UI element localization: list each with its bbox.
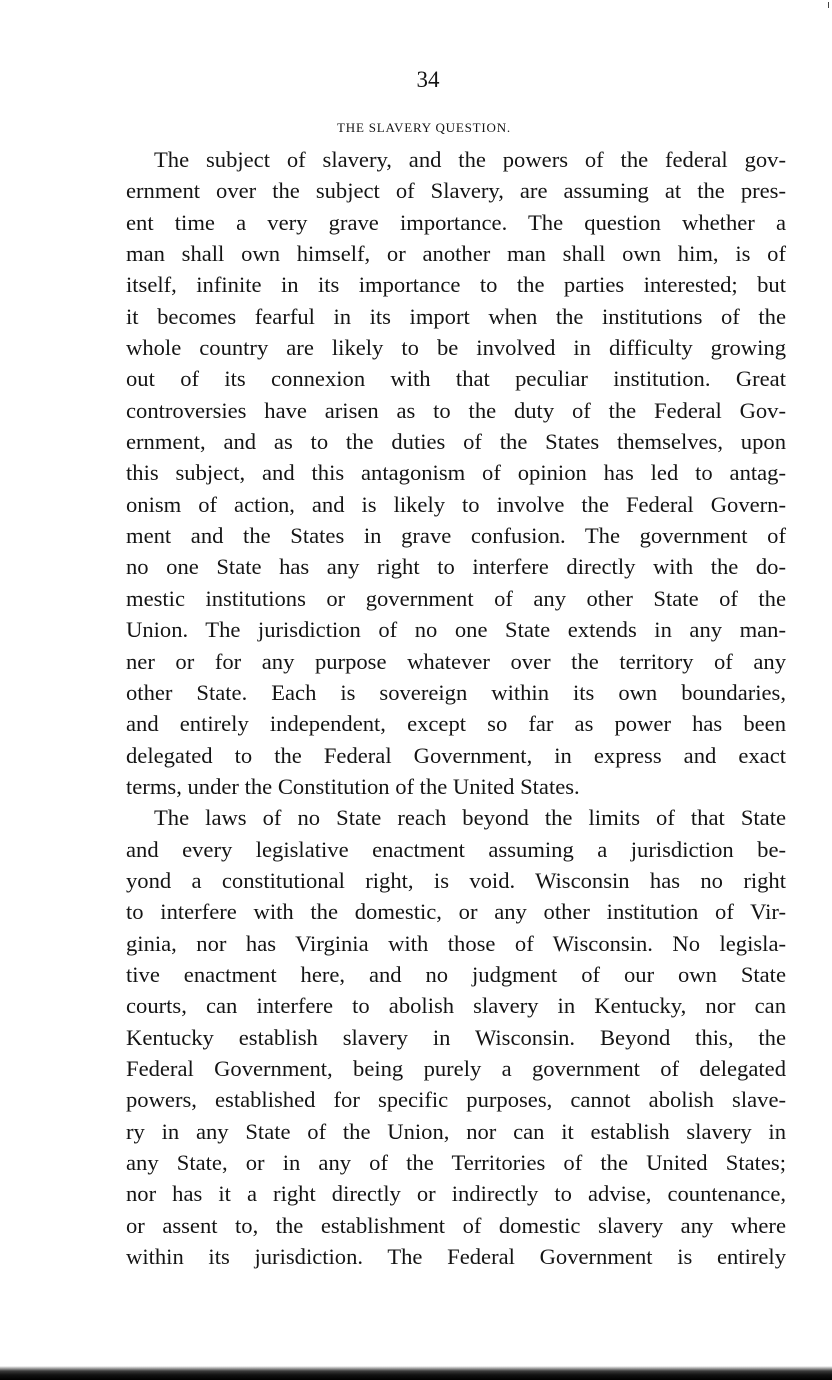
text-line: Union. The jurisdiction of no one State extends in any man- [126, 617, 786, 643]
text-line: out of its connexion with that peculiar institution. Great [126, 366, 786, 392]
text-line: it becomes fearful in its import when the institutions of the [126, 303, 786, 329]
body-text [126, 144, 786, 1272]
text-line: onism of action, and is likely to involve the Federal Govern- [126, 491, 786, 517]
paragraph-1 [126, 144, 786, 802]
text-line: terms, under the Constitution of the United States. [126, 773, 580, 799]
text-line: Federal Government, being purely a government of delegated [126, 1055, 786, 1081]
text-line: ner or for any purpose whatever over the territory of any [126, 648, 786, 674]
text-line: and entirely independent, except so far as power has been [126, 711, 786, 737]
text-line: powers, established for specific purposes, cannot abolish slave- [126, 1087, 786, 1113]
text-line: within its jurisdiction. The Federal Government is entirely [126, 1244, 786, 1270]
text-line: controversies have arisen as to the duty of the Federal Gov- [126, 397, 786, 423]
page-edge-mark [828, 2, 829, 8]
text-line: courts, can interfere to abolish slavery in Kentucky, nor can [126, 993, 786, 1019]
text-line: tive enactment here, and no judgment of our own State [126, 961, 786, 987]
text-line: yond a constitutional right, is void. Wisconsin has no right [126, 867, 786, 893]
text-line: ent time a very grave importance. The question whether a [126, 209, 786, 235]
text-line: ginia, nor has Virginia with those of Wisconsin. No legisla- [126, 930, 786, 956]
text-line: whole country are likely to be involved in difficulty growing [126, 335, 786, 361]
paragraph-2 [126, 802, 786, 1272]
text-line: itself, infinite in its importance to the parties interested; but [126, 272, 786, 298]
text-line: any State, or in any of the Territories of the United States; [126, 1150, 786, 1175]
text-line: or assent to, the establishment of domestic slavery any where [126, 1212, 786, 1238]
text-line: nor has it a right directly or indirectly to advise, countenance, [126, 1181, 786, 1207]
text-line: and every legislative enactment assuming a jurisdiction be- [126, 836, 786, 862]
text-line: The laws of no State reach beyond the limits of that State [154, 805, 786, 831]
text-line: ernment over the subject of Slavery, are assuming at the pres- [126, 178, 786, 204]
page-number: 34 [416, 67, 440, 92]
running-head: THE SLAVERY QUESTION. [337, 120, 511, 135]
text-line: Kentucky establish slavery in Wisconsin. Beyond this, the [126, 1024, 786, 1050]
text-line: The subject of slavery, and the powers of the federal gov- [154, 147, 786, 172]
text-line: other State. Each is sovereign within its own boundaries, [126, 679, 786, 705]
text-line: man shall own himself, or another man shall own him, is of [126, 241, 786, 267]
page-bottom-edge [0, 1366, 832, 1380]
text-line: this subject, and this antagonism of opinion has led to antag- [126, 460, 786, 486]
text-line: ry in any State of the Union, nor can it establish slavery in [126, 1118, 786, 1144]
text-line: to interfere with the domestic, or any other institution of Vir- [126, 899, 786, 925]
text-line: delegated to the Federal Government, in express and exact [126, 742, 786, 768]
text-line: ernment, and as to the duties of the States themselves, upon [126, 429, 786, 455]
text-line: mestic institutions or government of any other State of the [126, 585, 786, 611]
text-line: no one State has any right to interfere directly with the do- [126, 554, 786, 580]
text-line: ment and the States in grave confusion. The government of [126, 523, 786, 549]
